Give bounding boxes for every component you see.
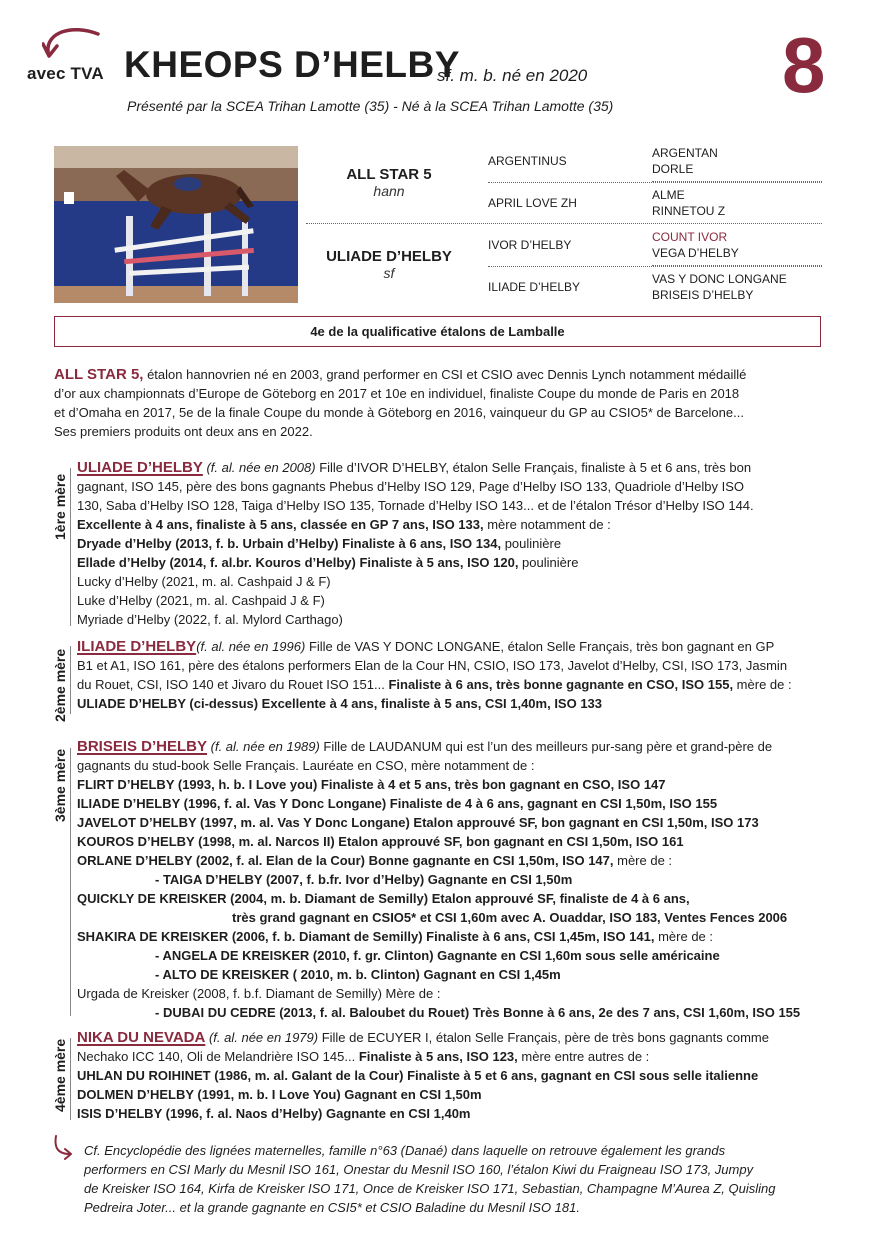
mere4-meta: (f. al. née en 1979) xyxy=(205,1030,319,1045)
mere3-meta: (f. al. née en 1989) xyxy=(207,739,320,754)
text-line: et d’Omaha en 2017, 5e de la finale Coupe du monde à Göteborg en 2016, vainqueur du GP au CSIO5* de Barcelone... xyxy=(54,405,744,420)
section-rule xyxy=(70,1038,71,1120)
pedigree-divider xyxy=(306,223,822,224)
gen3-alme: ALME xyxy=(652,188,685,202)
produit-bold: très grand gagnant en CSIO5* et CSI 1,60m avec A. Ouaddar, ISO 183, Ventes Fences 2006 xyxy=(232,910,788,925)
mere4-block xyxy=(77,1028,837,1123)
text-line: Nechako ICC 140, Oli de Melandrière ISO 145... xyxy=(77,1049,359,1064)
mere4-perf: Finaliste à 5 ans, ISO 123, xyxy=(358,1049,518,1064)
horse-jumping-illustration xyxy=(54,146,298,303)
presenter-line: Présenté par la SCEA Trihan Lamotte (35) - Né à la SCEA Trihan Lamotte (35) xyxy=(127,98,614,114)
mere1-meta: (f. al. née en 2008) xyxy=(202,460,316,475)
produit-bold: ORLANE D’HELBY (2002, f. al. Elan de la Cour) Bonne gagnante en CSI 1,50m, ISO 147, xyxy=(77,853,614,868)
horse-info: sf. m. b. né en 2020 xyxy=(437,66,588,85)
produit-line: Luke d’Helby (2021, m. al. Cashpaid J & F) xyxy=(77,593,325,608)
sire-text-name: ALL STAR 5, xyxy=(54,366,144,383)
produit-line: ULIADE D’HELBY (ci-dessus) Excellente à 4 ans, finaliste à 5 ans, CSI 1,40m, ISO 133 xyxy=(77,696,603,711)
sire-breed: hann xyxy=(373,183,405,199)
text-line: gagnants du stud-book Selle Français. Lauréate en CSO, mère notamment de : xyxy=(77,758,535,773)
pedigree-sire xyxy=(304,166,474,199)
mere-label: 1ère mère xyxy=(52,473,68,540)
mere4-name: NIKA DU NEVADA xyxy=(77,1029,206,1046)
text-line: mère notamment de : xyxy=(483,517,611,532)
produit-bold: QUICKLY DE KREISKER (2004, m. b. Diamant de Semilly) Etalon approuvé SF, finaliste de 4 à 6 ans, xyxy=(77,891,690,906)
produit-bold: FLIRT D’HELBY (1993, h. b. I Love you) Finaliste à 4 et 5 ans, très bon gagnant en CSO, ISO 147 xyxy=(77,777,666,792)
horse-photo xyxy=(54,146,298,303)
sire-description xyxy=(54,365,824,441)
gen3-vega: VEGA D’HELBY xyxy=(652,246,739,260)
section-rule xyxy=(70,468,71,626)
footnote xyxy=(84,1141,834,1217)
produit-bold: - DUBAI DU CEDRE (2013, f. al. Baloubet du Rouet) Très Bonne à 6 ans, 2e des 7 ans, CSI 1,60m, ISO 155 xyxy=(155,1005,801,1020)
tva-label: avec TVA xyxy=(27,64,104,83)
produit-line: DOLMEN D’HELBY (1991, m. b. I Love You) Gagnant en CSI 1,50m xyxy=(77,1087,482,1102)
gen3-dorle: DORLE xyxy=(652,162,694,176)
produit-bold: Ellade d’Helby (2014, f. al.br. Kouros d’Helby) Finaliste à 5 ans, ISO 120, xyxy=(77,555,519,570)
gen3-briseis: BRISEIS D’HELBY xyxy=(652,288,754,302)
mere1-block xyxy=(77,458,837,629)
dam-breed: sf xyxy=(383,265,395,281)
produit-tail: mère de : xyxy=(613,853,673,868)
text-line: de Kreisker ISO 164, Kirfa de Kreisker ISO 171, Once de Kreisker ISO 171, Sebastian, Champagne M’Aurea Z, Quisling xyxy=(84,1181,776,1196)
mere2-meta: (f. al. née en 1996) xyxy=(196,639,306,654)
gen3-argentan: ARGENTAN xyxy=(652,146,718,160)
gen3-vas-y-donc: VAS Y DONC LONGANE xyxy=(652,272,787,286)
produit-line: Myriade d’Helby (2022, f. al. Mylord Carthago) xyxy=(77,612,343,627)
mere3-name: BRISEIS D’HELBY xyxy=(77,738,208,755)
produit-bold: JAVELOT D’HELBY (1997, m. al. Vas Y Donc Longane) Etalon approuvé SF, bon gagnant en CSI 1,50m, ISO 173 xyxy=(77,815,759,830)
mere-label: 2ème mère xyxy=(52,648,68,722)
produit-line: UHLAN DU ROIHINET (1986, m. al. Galant de la Cour) Finaliste à 5 et 6 ans, gagnant en CSI sous selle italienne xyxy=(77,1068,759,1083)
text-line: mère de : xyxy=(733,677,792,692)
mere1-perf: Excellente à 4 ans, finaliste à 5 ans, classée en GP 7 ans, ISO 133, xyxy=(77,517,484,532)
pedigree-divider xyxy=(488,266,822,267)
produit-tail: poulinière xyxy=(518,555,579,570)
produit-bold: - ALTO DE KREISKER ( 2010, m. b. Clinton) Gagnant en CSI 1,45m xyxy=(155,967,561,982)
curved-arrow-icon xyxy=(42,22,102,62)
sire-name: ALL STAR 5 xyxy=(346,166,432,183)
produit-line: ISIS D’HELBY (1996, f. al. Naos d’Helby) Gagnante en CSI 1,40m xyxy=(77,1106,471,1121)
lot-number: 8 xyxy=(782,21,826,109)
text-line: Fille de LAUDANUM qui est l’un des meilleurs pur-sang père et grand-père de xyxy=(319,739,773,754)
pedigree-divider xyxy=(652,181,822,182)
section-rule xyxy=(70,748,71,1016)
produit-bold: KOUROS D’HELBY (1998, m. al. Narcos II) Etalon approuvé SF, bon gagnant en CSI 1,50m, ISO 161 xyxy=(77,834,684,849)
text-line: Pedreira Joter... et la grande gagnante en CSI5* et CSIO Baladine du Mesnil ISO 181. xyxy=(84,1200,580,1215)
produit-bold: ILIADE D’HELBY (1996, f. al. Vas Y Donc Longane) Finaliste de 4 à 6 ans, gagnant en CSI 1,50m, ISO 155 xyxy=(77,796,718,811)
gen3-count-ivor: COUNT IVOR xyxy=(652,230,728,244)
gen2-argentinus: ARGENTINUS xyxy=(488,154,567,168)
produit-line: Lucky d’Helby (2021, m. al. Cashpaid J & F) xyxy=(77,574,331,589)
text-line: d’or aux championnats d’Europe de Göteborg en 2017 et 10e en individuel, finaliste Coupe du monde de Paris en 2018 xyxy=(54,386,740,401)
text-line: 130, Saba d’Helby ISO 128, Taiga d’Helby ISO 135, Tornade d’Helby ISO 143... et de l’étalon Trésor d’Helby ISO 144. xyxy=(77,498,754,513)
mere2-block xyxy=(77,637,837,713)
text-line: Ses premiers produits ont deux ans en 2022. xyxy=(54,424,313,439)
produit-bold: SHAKIRA DE KREISKER (2006, f. b. Diamant de Semilly) Finaliste à 6 ans, CSI 1,45m, ISO 141, xyxy=(77,929,655,944)
produit-bold: Dryade d’Helby (2013, f. b. Urbain d’Helby) Finaliste à 6 ans, ISO 134, xyxy=(77,536,502,551)
mere3-block xyxy=(77,737,837,1022)
text-line: étalon hannovrien né en 2003, grand performer en CSI et CSIO avec Dennis Lynch notamment médaillé xyxy=(143,367,747,382)
text-line: Fille de VAS Y DONC LONGANE, étalon Selle Français, très bon gagnant en GP xyxy=(305,639,775,654)
mere2-name: ILIADE D’HELBY xyxy=(77,638,197,655)
gen2-iliade: ILIADE D’HELBY xyxy=(488,280,581,294)
text-line: Cf. Encyclopédie des lignées maternelles, famille n°63 (Danaé) dans laquelle on retrouve également les grands xyxy=(84,1143,726,1158)
hook-arrow-icon xyxy=(52,1134,74,1160)
text-line: B1 et A1, ISO 161, père des étalons performers Elan de la Cour HN, CSIO, ISO 173, Javelot d’Helby, CSI, ISO 173, Jasmin xyxy=(77,658,788,673)
pedigree-divider xyxy=(488,182,822,183)
produit-tail: mère de : xyxy=(654,929,714,944)
produit-bold: - TAIGA D’HELBY (2007, f. b.fr. Ivor d’Helby) Gagnante en CSI 1,50m xyxy=(155,872,573,887)
pedigree-dam xyxy=(304,248,474,281)
text-line: performers en CSI Marly du Mesnil ISO 161, Onestar du Mesnil ISO 160, l’étalon Kiwi du Fraigneau ISO 173, Jumpy xyxy=(84,1162,754,1177)
text-line: du Rouet, CSI, ISO 140 et Jivaro du Rouet ISO 151... xyxy=(77,677,389,692)
mere-label: 3ème mère xyxy=(52,748,68,822)
horse-name: KHEOPS D’HELBY xyxy=(124,44,460,85)
text-line: gagnant, ISO 145, père des bons gagnants Phebus d’Helby ISO 129, Page d’Helby ISO 133, Quadriole d’Helby ISO xyxy=(77,479,745,494)
dam-name: ULIADE D’HELBY xyxy=(326,248,452,265)
gen2-april-love: APRIL LOVE ZH xyxy=(488,196,577,210)
mere2-perf: Finaliste à 6 ans, très bonne gagnante en CSO, ISO 155, xyxy=(388,677,734,692)
produit-tail: poulinière xyxy=(501,536,562,551)
produit-bold: - ANGELA DE KREISKER (2010, f. gr. Clinton) Gagnante en CSI 1,60m sous selle américaine xyxy=(155,948,720,963)
pedigree-divider xyxy=(652,265,822,266)
mere-label: 4ème mère xyxy=(52,1038,68,1112)
section-rule xyxy=(70,646,71,714)
gen3-rinnetou: RINNETOU Z xyxy=(652,204,726,218)
produit-tail: Urgada de Kreisker (2008, f. b.f. Diamant de Semilly) Mère de : xyxy=(77,986,441,1001)
mere1-name: ULIADE D’HELBY xyxy=(77,459,203,476)
text-line: Fille d’IVOR D’HELBY, étalon Selle Français, finaliste à 5 et 6 ans, très bon xyxy=(315,460,752,475)
gen2-ivor: IVOR D’HELBY xyxy=(488,238,572,252)
text-line: Fille de ECUYER I, étalon Selle Français, père de très bons gagnants comme xyxy=(318,1030,769,1045)
text-line: mère entre autres de : xyxy=(517,1049,650,1064)
qualification-banner: 4e de la qualificative étalons de Lamballe xyxy=(54,316,821,347)
